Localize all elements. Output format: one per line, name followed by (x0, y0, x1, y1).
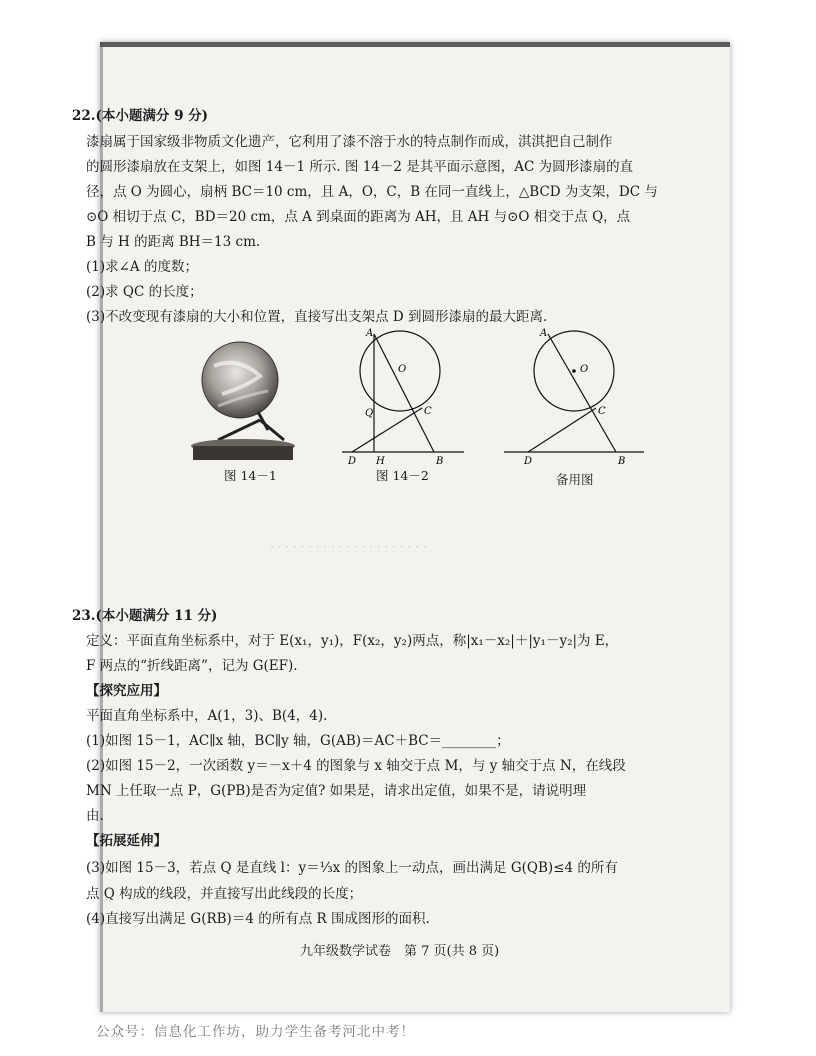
caption-fig-14-1: 图 14－1 (224, 468, 277, 483)
page-footer: 九年级数学试卷 第 7 页(共 8 页) (300, 944, 500, 959)
q22-sub-2: (2)求 QC 的长度； (86, 284, 203, 300)
section-extension: 【拓展延伸】 (86, 833, 167, 849)
figure-14-1-photo (188, 336, 298, 464)
q22-sub-3: (3)不改变现有漆扇的大小和位置，直接写出支架点 D 到圆形漆扇的最大距离. (86, 309, 548, 325)
caption-fig-14-2: 图 14－2 (376, 468, 429, 483)
watermark-text: 公众号：信息化工作坊，助力学生备考河北中考！ (96, 1024, 415, 1040)
paper-top-edge (100, 42, 730, 47)
q23-def-1: 定义：平面直角坐标系中，对于 E(x₁，y₁)，F(x₂，y₂)两点，称|x₁－x₂|＋|y₁－y₂|为 E， (86, 633, 619, 649)
section-explore: 【探究应用】 (86, 683, 167, 699)
backup-label-b: B (618, 456, 626, 466)
label-d: D (348, 456, 357, 466)
q23-s2-line-1: (3)如图 15－3，若点 Q 是直线 l：y＝⅓x 的图象上一动点，画出满足 G(QB)≤4 的所有 (86, 860, 618, 876)
q22-line-1: 漆扇属于国家级非物质文化遗产，它利用了漆不溶于水的特点制作而成，淇淇把自己制作 (86, 134, 613, 150)
q22-line-4: ⊙O 相切于点 C，BD＝20 cm，点 A 到桌面的距离为 AH，且 AH 与⊙O 相交于点 Q，点 (86, 209, 631, 225)
q23-s1-line-5: 由. (86, 808, 104, 824)
backup-label-o: O (580, 364, 589, 375)
label-b: B (436, 456, 444, 466)
label-c: C (424, 406, 432, 417)
q23-s1-line-2: (1)如图 15－1，AC∥x 轴，BC∥y 轴，G(AB)＝AC＋BC＝________； (86, 733, 510, 749)
backup-label-d: D (524, 456, 533, 466)
q23-s1-line-4: MN 上任取一点 P，G(PB)是否为定值? 如果是，请求出定值，如果不是，请说明理 (86, 783, 587, 799)
backup-label-c: C (598, 406, 606, 417)
q23-s2-line-3: (4)直接写出满足 G(RB)＝4 的所有点 R 围成图形的面积. (86, 911, 430, 927)
q22-line-3: 径，点 O 为圆心，扇柄 BC＝10 cm，且 A，O，C，B 在同一直线上，△BCD 为支架，DC 与 (86, 184, 658, 200)
label-o: O (398, 364, 407, 375)
q23-s1-line-1: 平面直角坐标系中，A(1，3)、B(4，4). (86, 708, 328, 724)
q23-s2-line-2: 点 Q 构成的线段，并直接写出此线段的长度； (86, 886, 363, 902)
bleed-through-text: · · · · · · · · · · · · · · · · · · · · · (270, 540, 427, 554)
q22-line-5: B 与 H 的距离 BH＝13 cm. (86, 234, 261, 250)
label-a: A (366, 328, 374, 339)
caption-backup-fig: 备用图 (556, 472, 594, 487)
q23-def-2: F 两点的“折线距离”，记为 G(EF). (86, 658, 298, 674)
q22-title: 22.(本小题满分 9 分) (72, 108, 209, 124)
backup-figure-diagram (498, 326, 648, 466)
q23-s1-line-3: (2)如图 15－2，一次函数 y＝－x＋4 的图象与 x 轴交于点 M，与 y 轴交于点 N，在线段 (86, 758, 626, 774)
q22-line-2: 的圆形漆扇放在支架上，如图 14－1 所示. 图 14－2 是其平面示意图，AC 为圆形漆扇的直 (86, 159, 634, 175)
figure-14-2-diagram (338, 326, 468, 466)
q23-title: 23.(本小题满分 11 分) (72, 608, 218, 624)
label-h: H (376, 456, 385, 466)
label-q: Q (365, 408, 374, 419)
q22-sub-1: (1)求∠A 的度数； (86, 259, 198, 275)
backup-label-a: A (540, 328, 548, 339)
